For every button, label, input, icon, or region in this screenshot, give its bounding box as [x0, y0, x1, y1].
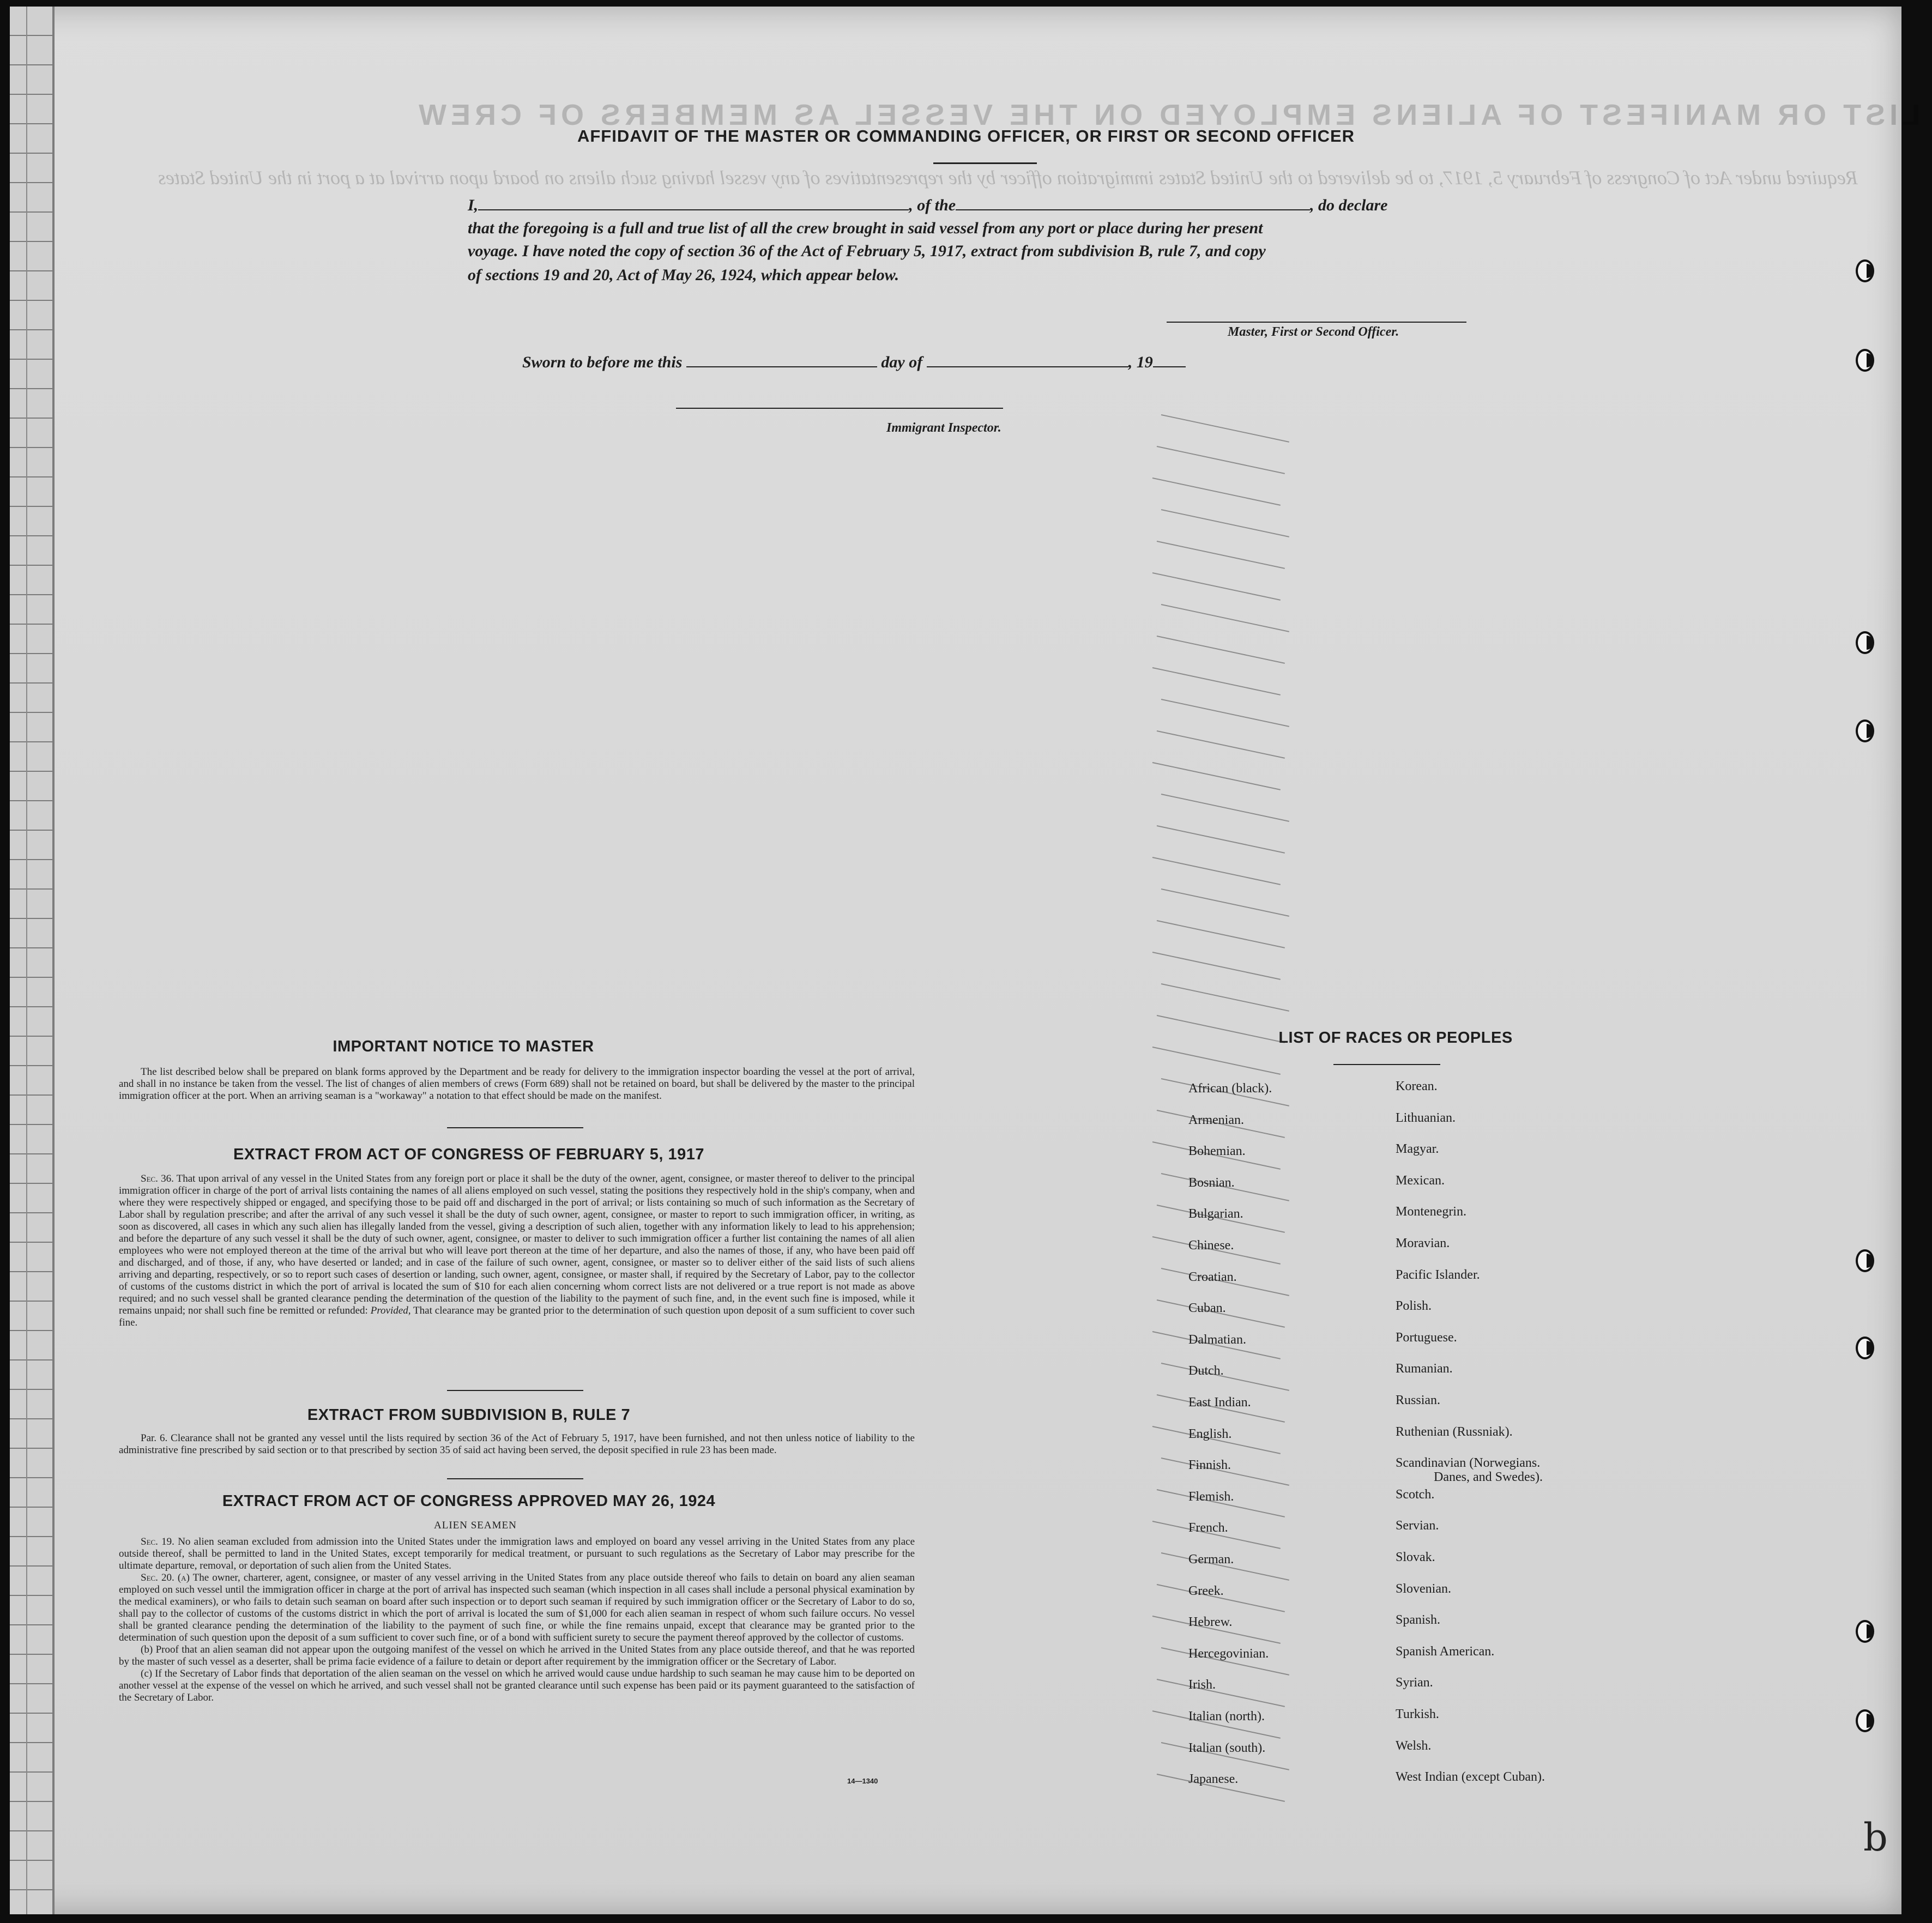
race-item: Croatian.: [1188, 1269, 1237, 1284]
race-item: Syrian.: [1396, 1676, 1433, 1690]
affidavit-i-label: I,: [468, 196, 479, 214]
notice-body: [119, 1066, 915, 1102]
extract-1924-title: EXTRACT FROM ACT OF CONGRESS APPROVED MAY 26, 1924: [222, 1492, 716, 1510]
race-item: Korean.: [1396, 1079, 1438, 1093]
binding-hole-icon: [1856, 1709, 1874, 1732]
race-item: Scandinavian (Norwegians.: [1396, 1456, 1541, 1471]
race-item: Chinese.: [1188, 1238, 1234, 1253]
sec36-text: That upon arrival of any vessel in the United States from any foreign port or place it shall be the duty of the owner, agent, consignee, or master thereof to deliver to the principal immigration officer in charge of the port of arrival lists containing the names of all aliens employed on such vessel, stating the positions they respectively hold in the ship's company, when and where they were respectively shipped or engaged, and specifying those to be paid off and discharged in the port of arrival; or lists containing so much of such information as the Secretary of Labor shall by regulation prescribe; and after the arrival of any such vessel it shall be the duty of such owner, agent, consignee, or master to report to such immigration officer, in writing, as soon as discovered, all cases in which any such alien has illegally landed from the vessel, giving a description of such alien, together with any information likely to lead to his apprehension; and before the departure of any such vessel it shall be the duty of such owner, agent, consignee, or master to deliver to such immigration officer a further list containing the names of all alien employees who were not employed thereon at the time of the arrival but who will leave port thereon at the time of her departure, and also the names of those, if any, who have been paid off and discharged, and of those, if any, who have deserted or landed; and in case of the failure of such owner, agent, consignee, or master so to deliver either of the said lists of such aliens arriving and departing, respectively, or so to report such cases of desertion or landing, such owner, agent, consignee, or master shall, if required by the Secretary of Labor, pay to the collector of customs of the customs district in which the port of arrival is located the sum of $10 for each alien concerning whom correct lists are not delivered or a true report is not made as above required; and no such vessel shall be granted clearance pending the determination of the question of the liability to the payment of such fine, and, in the event such fine is imposed, while it remains unpaid; nor shall such fine be remitted or refunded:: [119, 1173, 915, 1316]
form-number: 14—1340: [847, 1777, 878, 1785]
ledger-strip: [10, 7, 53, 1914]
inspector-signature-line[interactable]: [676, 408, 1003, 409]
race-item: Hebrew.: [1188, 1615, 1233, 1630]
race-item: Bosnian.: [1188, 1175, 1235, 1190]
binding-hole-icon: [1856, 349, 1874, 372]
extract-rule7-title: EXTRACT FROM SUBDIVISION B, RULE 7: [307, 1406, 631, 1424]
race-item: Finnish.: [1188, 1458, 1231, 1473]
races-title-underline: [1333, 1064, 1440, 1065]
race-item: Lithuanian.: [1396, 1110, 1456, 1125]
vessel-name-field[interactable]: [956, 209, 1310, 210]
notice-title: IMPORTANT NOTICE TO MASTER: [333, 1038, 594, 1055]
sec19-label: Sec. 19.: [141, 1536, 174, 1547]
race-item: Scotch.: [1396, 1487, 1435, 1502]
race-item: Dalmatian.: [1188, 1332, 1246, 1347]
race-item: East Indian.: [1188, 1395, 1251, 1410]
sworn-year-label: , 19: [1128, 353, 1153, 371]
ledger-rule: [26, 7, 27, 1914]
race-item: Spanish.: [1396, 1613, 1441, 1628]
proviso-label: Provided,: [370, 1305, 411, 1316]
sec20b-text: (b) Proof that an alien seaman did not appear upon the outgoing manifest of the vessel on which he arrived in the United States from any place outside thereof, and that he was reported by the master of such vessel as a deserter, shall be prima facie evidence of a failure to detain or deport after requirement by the immigration officer or the Secretary of Labor.: [119, 1644, 915, 1667]
sec20a-text: The owner, charterer, agent, consignee, or master of any vessel arriving in the United States from any place outside thereof who fails to detain on board any alien seaman employed on such vessel until the immigration officer in charge at the port of arrival has inspected such seaman (which inspection in all cases shall include a personal physical examination by the medical examiners), or who fails to detain such seaman on board after such inspection or to deport such seaman if required by such immigration officer or the Secretary of Labor to do so, shall pay to the collector of customs of the customs district in which the port of arrival is located the sum of $1,000 for each alien seaman in respect of whom such failure occurs. No vessel shall be granted clearance pending the determination of the liability to the payment of such fine, or while the fine remains unpaid, except that clearance may be granted prior to the determination of such question upon the deposit of a sum sufficient to cover such fine, or of a bond with sufficient surety to secure the payment thereof approved by the collector of customs.: [119, 1572, 915, 1643]
section-divider: [447, 1478, 583, 1479]
affidavit-line-2: that the foregoing is a full and true list of all the crew brought in said vessel from any port or place during her present: [468, 219, 1263, 237]
sworn-month-field[interactable]: [927, 366, 1128, 367]
race-item: Bulgarian.: [1188, 1207, 1243, 1221]
affidavit-title: AFFIDAVIT OF THE MASTER OR COMMANDING OFFICER, OR FIRST OR SECOND OFFICER: [577, 126, 1355, 146]
race-item: Spanish American.: [1396, 1644, 1495, 1659]
binding-hole-icon: [1856, 631, 1874, 654]
race-item: Italian (south).: [1188, 1740, 1266, 1755]
affidavit-line-4: of sections 19 and 20, Act of May 26, 1924, which appear below.: [468, 266, 899, 284]
race-item: German.: [1188, 1552, 1234, 1567]
race-item: Bohemian.: [1188, 1144, 1246, 1159]
title-underline: [933, 162, 1037, 164]
race-item: Irish.: [1188, 1678, 1216, 1692]
affidavit-of-the-label: , of the: [909, 196, 956, 214]
bleed-through-title: LIST OR MANIFEST OF ALIENS EMPLOYED ON THE VESSEL AS MEMBERS OF CREW: [414, 99, 1921, 131]
race-item: Japanese.: [1188, 1772, 1239, 1787]
race-item: African (black).: [1188, 1081, 1272, 1096]
rule7-text: Par. 6. Clearance shall not be granted any vessel until the lists required by section 36 of the Act of February 5, 1917, have been furnished, and not then unless notice of liability to the administrative fine prescribed by said section or to that prescribed by section 35 of said act having been served, the deposit specified in rule 23 has been made.: [119, 1432, 915, 1456]
race-item: Ruthenian (Russniak).: [1396, 1424, 1513, 1439]
races-title: LIST OF RACES OR PEOPLES: [1278, 1029, 1513, 1047]
race-item: Montenegrin.: [1396, 1205, 1466, 1219]
affidavit-do-declare-label: , do declare: [1310, 196, 1388, 214]
race-item: Mexican.: [1396, 1173, 1445, 1188]
alien-seamen-subtitle: ALIEN SEAMEN: [434, 1520, 517, 1531]
race-item: Polish.: [1396, 1299, 1432, 1314]
race-item: Moravian.: [1396, 1236, 1450, 1250]
sworn-before-label: Sworn to before me this: [522, 353, 683, 371]
sec19-text: No alien seaman excluded from admission into the United States under the immigration laws and employed on board any vessel arriving in the United States from any place outside thereof, shall be permitted to land in the United States, except temporarily for medical treatment, or pursuant to such regulations as the Secretary of Labor may prescribe for the ultimate departure, removal, or deportation of such alien from the United States.: [119, 1536, 915, 1571]
race-item: Dutch.: [1188, 1364, 1224, 1378]
declarant-name-field[interactable]: [478, 209, 909, 210]
race-item: Greek.: [1188, 1583, 1224, 1598]
bleed-through-subtitle: Required under Act of Congress of February 5, 1917, to be delivered to the United States immigration officer by the representatives of any vessel having such aliens on board upon arrival at a port in the United States: [158, 167, 1858, 189]
master-signature-line[interactable]: [1167, 322, 1466, 323]
section-divider: [447, 1390, 583, 1391]
extract-1917-body: [119, 1173, 915, 1329]
race-item: Welsh.: [1396, 1738, 1432, 1753]
proviso-text: That clearance may be granted prior to the determination of such question upon deposit of a sum sufficient to cover such fine.: [119, 1305, 915, 1328]
sworn-year-field[interactable]: [1153, 366, 1186, 367]
race-item: French.: [1188, 1521, 1228, 1535]
binding-hole-icon: [1856, 1249, 1874, 1272]
inspector-caption: Immigrant Inspector.: [886, 421, 1001, 435]
binding-hole-icon: [1856, 1337, 1874, 1359]
race-item: English.: [1188, 1426, 1232, 1441]
race-item: West Indian (except Cuban).: [1396, 1770, 1545, 1785]
sworn-day-of-label: day of: [881, 353, 923, 371]
binding-hole-icon: [1856, 259, 1874, 282]
extract-1917-title: EXTRACT FROM ACT OF CONGRESS OF FEBRUARY 5, 1917: [233, 1146, 705, 1163]
race-item: Italian (north).: [1188, 1709, 1265, 1724]
affidavit-line-1: [468, 196, 1387, 215]
race-item: Armenian.: [1188, 1112, 1244, 1127]
extract-1924-body: [119, 1536, 915, 1704]
race-item: Hercegovinian.: [1188, 1646, 1269, 1661]
race-item: Flemish.: [1188, 1489, 1234, 1504]
binding-hole-icon: [1856, 719, 1874, 742]
sec36-label: Sec. 36.: [141, 1173, 174, 1184]
binding-hole-icon: [1856, 1620, 1874, 1643]
sworn-line: [522, 353, 1186, 372]
race-item: Danes, and Swedes).: [1434, 1470, 1543, 1485]
race-item: Rumanian.: [1396, 1362, 1453, 1376]
master-signature-caption: Master, First or Second Officer.: [1228, 325, 1399, 339]
sworn-day-field[interactable]: [686, 366, 877, 367]
race-item: Magyar.: [1396, 1142, 1439, 1157]
notice-body-text: The list described below shall be prepared on blank forms approved by the Department and be ready for delivery to the immigration inspector boarding the vessel at the port of arrival, and shall in no instance be taken from the vessel. The list of changes of alien members of crews (Form 689) shall not be retained on board, but shall be delivered by the master to the principal immigration officer at the port. When an arriving seaman is a "workaway" a notation to that effect should be made on the manifest.: [119, 1066, 915, 1102]
race-item: Turkish.: [1396, 1707, 1439, 1721]
race-item: Servian.: [1396, 1519, 1439, 1533]
affidavit-line-3: voyage. I have noted the copy of section 36 of the Act of February 5, 1917, extract from subdivision B, rule 7, and copy: [468, 242, 1266, 260]
sec20-label: Sec. 20. (a): [141, 1572, 190, 1583]
sec20c-text: (c) If the Secretary of Labor finds that deportation of the alien seaman on the vessel on which he arrived would cause undue hardship to such seaman he may cause him to be deported on another vessel at the expense of the vessel on which he arrived, and such vessel shall not be granted clearance until such expense has been paid or its payment guaranteed to the satisfaction of the Secretary of Labor.: [119, 1668, 915, 1703]
race-item: Russian.: [1396, 1393, 1441, 1407]
extract-rule7-body: [119, 1432, 915, 1456]
race-item: Slovak.: [1396, 1550, 1435, 1564]
race-item: Cuban.: [1188, 1301, 1226, 1316]
corner-mark: b: [1863, 1815, 1888, 1860]
section-divider: [447, 1127, 583, 1128]
race-item: Portuguese.: [1396, 1330, 1457, 1345]
race-item: Pacific Islander.: [1396, 1267, 1480, 1282]
race-item: Slovenian.: [1396, 1581, 1451, 1596]
spine-line: [52, 7, 55, 1914]
